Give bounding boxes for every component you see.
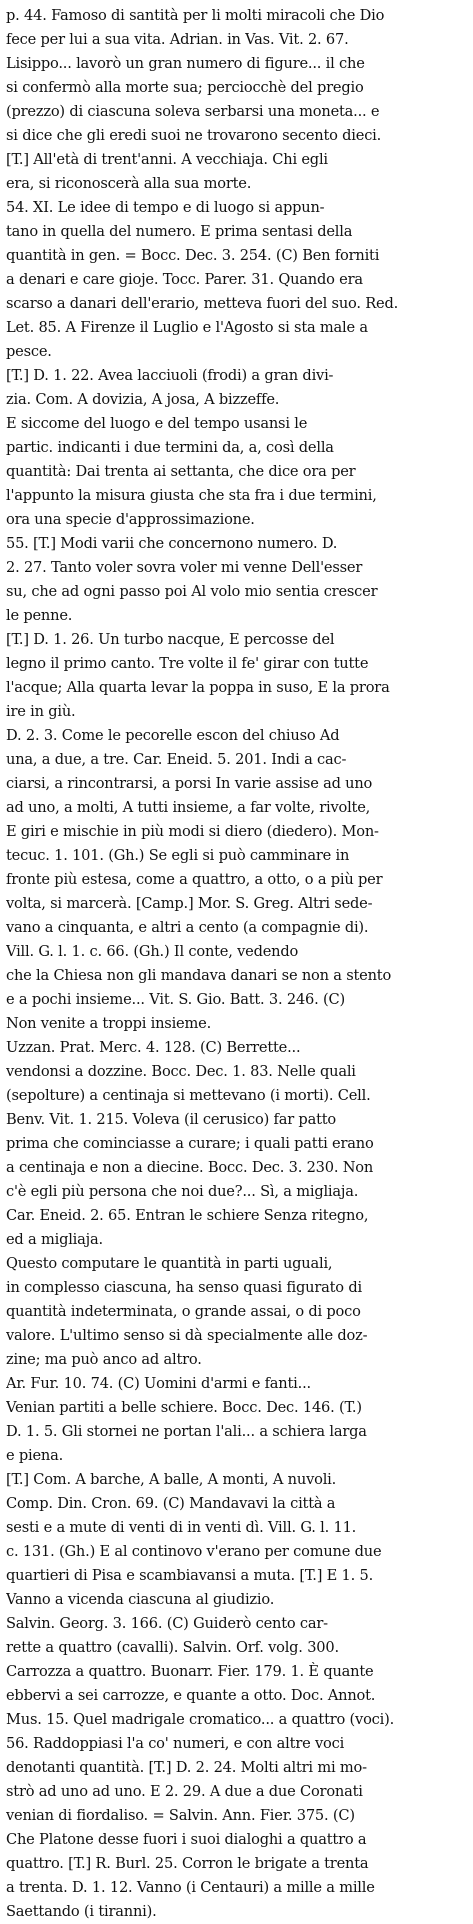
text-line: sesti e a mute di venti di in venti dì. Vill. G. l. 11.: [6, 1519, 357, 1536]
text-line: E siccome del luogo e del tempo usansi le: [6, 415, 308, 432]
text-line: rette a quattro (cavalli). Salvin. Orf. volg. 300.: [6, 1639, 339, 1656]
text-line: venian di fiordaliso. = Salvin. Ann. Fier. 375. (C): [6, 1807, 355, 1824]
text-line: [T.] D. 1. 22. Avea lacciuoli (frodi) a gran divi-: [6, 367, 334, 384]
text-line: 56. Raddoppiasi l'a co' numeri, e con altre voci: [6, 1735, 345, 1752]
text-line: zine; ma può anco ad altro.: [6, 1351, 202, 1368]
text-line: e piena.: [6, 1447, 64, 1464]
text-line: volta, si marcerà. [Camp.] Mor. S. Greg. Altri sede-: [6, 895, 373, 912]
text-line: scarso a danari dell'erario, metteva fuori del suo. Red.: [6, 295, 399, 312]
text-line: fece per lui a sua vita. Adrian. in Vas. Vit. 2. 67.: [6, 31, 349, 48]
text-line: partic. indicanti i due termini da, a, così della: [6, 439, 334, 456]
text-line: tano in quella del numero. E prima sentasi della: [6, 223, 353, 240]
text-line: (prezzo) di ciascuna soleva serbarsi una moneta... e: [6, 103, 380, 120]
text-line: Ar. Fur. 10. 74. (C) Uomini d'armi e fanti...: [6, 1375, 311, 1392]
text-line: D. 1. 5. Gli stornei ne portan l'ali... a schiera larga: [6, 1423, 367, 1440]
text-line: quantità: Dai trenta ai settanta, che dice ora per: [6, 463, 356, 480]
text-line: [T.] All'età di trent'anni. A vecchiaja. Chi egli: [6, 151, 328, 168]
text-line: fronte più estesa, come a quattro, a otto, o a più per: [6, 871, 383, 888]
text-line: zia. Com. A dovizia, A josa, A bizzeffe.: [6, 391, 280, 408]
text-line: l'acque; Alla quarta levar la poppa in suso, E la prora: [6, 679, 390, 696]
text-line: e a pochi insieme... Vit. S. Gio. Batt. 3. 246. (C): [6, 991, 345, 1008]
text-line: quantità indeterminata, o grande assai, o di poco: [6, 1303, 361, 1320]
text-line: quattro. [T.] R. Burl. 25. Corron le brigate a trenta: [6, 1855, 369, 1872]
text-line: (sepolture) a centinaja si mettevano (i morti). Cell.: [6, 1087, 371, 1104]
text-line: Benv. Vit. 1. 215. Voleva (il cerusico) far patto: [6, 1111, 336, 1128]
text-line: ed a migliaja.: [6, 1231, 103, 1248]
text-line: vendonsi a dozzine. Bocc. Dec. 1. 83. Nelle quali: [6, 1063, 356, 1080]
text-line: strò ad uno ad uno. E 2. 29. A due a due Coronati: [6, 1783, 363, 1800]
text-line: tecuc. 1. 101. (Gh.) Se egli si può camminare in: [6, 847, 350, 864]
text-line: legno il primo canto. Tre volte il fe' girar con tutte: [6, 655, 369, 672]
text-line: 2. 27. Tanto voler sovra voler mi venne Dell'esser: [6, 559, 363, 576]
text-line: Vill. G. l. 1. c. 66. (Gh.) Il conte, vedendo: [6, 943, 299, 960]
text-line: su, che ad ogni passo poi Al volo mio sentia crescer: [6, 583, 378, 600]
text-line: a trenta. D. 1. 12. Vanno (i Centauri) a mille a mille: [6, 1879, 375, 1896]
text-line: ad uno, a molti, A tutti insieme, a far volte, rivolte,: [6, 799, 371, 816]
text-line: Saettando (i tiranni).: [6, 1903, 157, 1920]
text-line: pesce.: [6, 343, 52, 360]
text-line: Salvin. Georg. 3. 166. (C) Guiderò cento car-: [6, 1615, 328, 1632]
text-line: c'è egli più persona che noi due?... Sì, a migliaja.: [6, 1183, 359, 1200]
text-line: vano a cinquanta, e altri a cento (a compagnie di).: [6, 919, 369, 936]
text-line: D. 2. 3. Come le pecorelle escon del chiuso Ad: [6, 727, 340, 744]
text-line: Comp. Din. Cron. 69. (C) Mandavavi la città a: [6, 1495, 336, 1512]
text-line: quantità in gen. = Bocc. Dec. 3. 254. (C) Ben forniti: [6, 247, 380, 264]
text-line: si dice che gli eredi suoi ne trovarono secento dieci.: [6, 127, 382, 144]
text-line: ciarsi, a rincontrarsi, a porsi In varie assise ad uno: [6, 775, 373, 792]
text-line: Uzzan. Prat. Merc. 4. 128. (C) Berrette...: [6, 1039, 301, 1056]
text-line: ora una specie d'approssimazione.: [6, 511, 255, 528]
text-line: Car. Eneid. 2. 65. Entran le schiere Senza ritegno,: [6, 1207, 369, 1224]
text-line: l'appunto la misura giusta che sta fra i due termini,: [6, 487, 377, 504]
text-line: p. 44. Famoso di santità per li molti miracoli che Dio: [6, 7, 385, 24]
text-line: c. 131. (Gh.) E al continovo v'erano per comune due: [6, 1543, 382, 1560]
text-line: Let. 85. A Firenze il Luglio e l'Agosto si sta male a: [6, 319, 368, 336]
text-line: era, si riconoscerà alla sua morte.: [6, 175, 252, 192]
text-line: [T.] Com. A barche, A balle, A monti, A nuvoli.: [6, 1471, 337, 1488]
text-line: Questo computare le quantità in parti uguali,: [6, 1255, 333, 1272]
text-line: ire in giù.: [6, 703, 76, 720]
text-line: ebbervi a sei carrozze, e quante a otto. Doc. Annot.: [6, 1687, 376, 1704]
text-line: che la Chiesa non gli mandava danari se non a stento: [6, 967, 392, 984]
text-line: Carrozza a quattro. Buonarr. Fier. 179. 1. È quante: [6, 1663, 374, 1680]
text-line: 54. XI. Le idee di tempo e di luogo si appun-: [6, 199, 325, 216]
text-line: si confermò alla morte sua; perciocchè del pregio: [6, 79, 364, 96]
text-line: a denari e care gioje. Tocc. Parer. 31. Quando era: [6, 271, 363, 288]
text-line: Venian partiti a belle schiere. Bocc. Dec. 146. (T.): [6, 1399, 362, 1416]
text-line: quartieri di Pisa e scambiavansi a muta. [T.] E 1. 5.: [6, 1567, 374, 1584]
text-line: in complesso ciascuna, ha senso quasi figurato di: [6, 1279, 362, 1296]
text-line: le penne.: [6, 607, 73, 624]
text-line: 55. [T.] Modi varii che concernono numero. D.: [6, 535, 338, 552]
text-line: prima che cominciasse a curare; i quali patti erano: [6, 1135, 374, 1152]
text-line: a centinaja e non a diecine. Bocc. Dec. 3. 230. Non: [6, 1159, 374, 1176]
text-line: Mus. 15. Quel madrigale cromatico... a quattro (voci).: [6, 1711, 395, 1728]
text-line: Vanno a vicenda ciascuna al giudizio.: [6, 1591, 275, 1608]
text-line: denotanti quantità. [T.] D. 2. 24. Molti altri mi mo-: [6, 1759, 367, 1776]
text-line: valore. L'ultimo senso si dà specialmente alle doz-: [6, 1327, 368, 1344]
text-line: Lisippo... lavorò un gran numero di figure... il che: [6, 55, 365, 72]
text-line: E giri e mischie in più modi si diero (diedero). Mon-: [6, 823, 379, 840]
text-line: [T.] D. 1. 26. Un turbo nacque, E percosse del: [6, 631, 335, 648]
text-line: Non venite a troppi insieme.: [6, 1015, 212, 1032]
text-line: una, a due, a tre. Car. Eneid. 5. 201. Indi a cac-: [6, 751, 347, 768]
text-line: Che Platone desse fuori i suoi dialoghi a quattro a: [6, 1831, 367, 1848]
